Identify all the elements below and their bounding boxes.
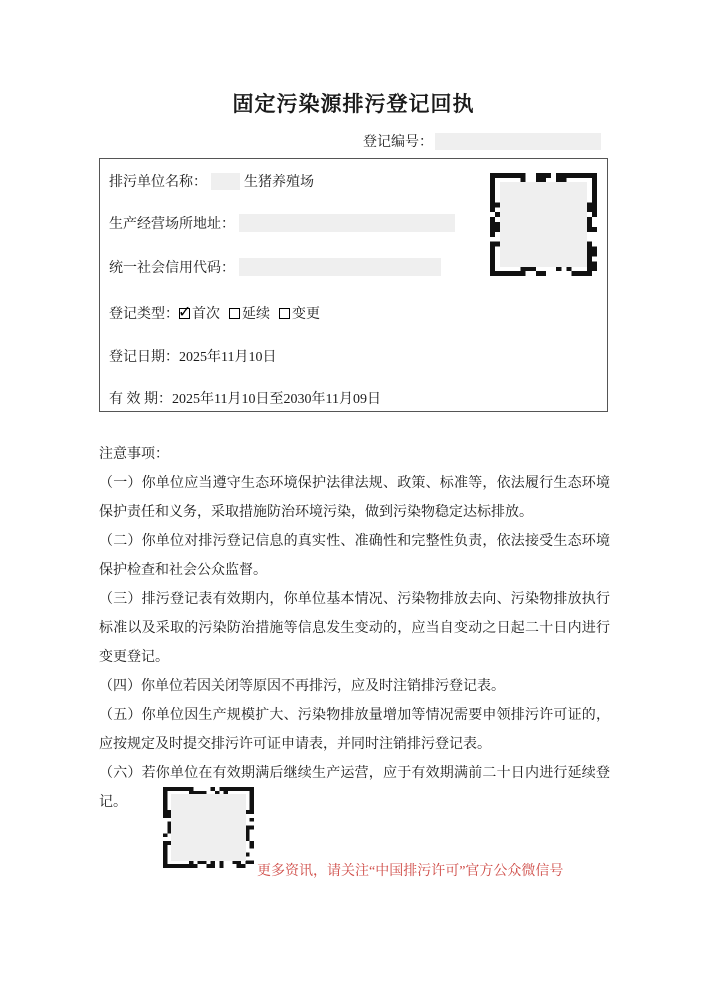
address-label: 生产经营场所地址：	[109, 217, 235, 232]
note-item-4: （四）你单位若因关闭等原因不再排污，应及时注销排污登记表。	[99, 679, 505, 694]
credit-code-label: 统一社会信用代码：	[109, 261, 235, 276]
note-item-6: （六）若你单位在有效期满后继续生产运营，应于有效期满前二十日内进行延续登记。	[99, 766, 610, 810]
qr-code-top-redaction	[500, 182, 588, 266]
field-unit-name	[109, 172, 314, 190]
page-title: 固定污染源排污登记回执	[232, 93, 475, 116]
registration-date-label: 登记日期：	[109, 350, 179, 365]
registration-type-option-change-label: 变更	[292, 307, 320, 322]
note-item-2: （二）你单位对排污登记信息的真实性、准确性和完整性负责，依法接受生态环境保护检查和社会公众监督。	[99, 534, 610, 578]
unit-name-redacted	[211, 173, 240, 190]
field-registration-date	[109, 347, 276, 365]
notes-section	[99, 440, 610, 817]
registration-type-label: 登记类型：	[109, 307, 179, 322]
checkbox-first-icon[interactable]	[179, 308, 190, 319]
notes-heading: 注意事项：	[99, 447, 169, 462]
qr-code-icon	[490, 173, 597, 276]
qr-code-bottom-redaction	[171, 794, 246, 860]
note-item-5: （五）你单位因生产规模扩大、污染物排放量增加等情况需要申领排污许可证的，应按规定及时提交排污许可证申请表，并同时注销排污登记表。	[99, 708, 610, 752]
registration-number-label: 登记编号：	[363, 135, 433, 150]
registration-type-option-first-label: 首次	[192, 307, 220, 322]
registration-number-line	[363, 131, 601, 151]
field-registration-type	[109, 304, 329, 322]
registration-date-value: 2025年11月10日	[179, 350, 277, 365]
checkbox-change-icon[interactable]	[279, 308, 290, 319]
qr-code-icon	[163, 787, 254, 868]
checkbox-renewal-icon[interactable]	[229, 308, 240, 319]
field-credit-code	[109, 258, 441, 276]
info-box	[99, 158, 608, 412]
field-address	[109, 214, 455, 232]
validity-value: 2025年11月10日至2030年11月09日	[172, 392, 381, 407]
unit-name-label: 排污单位名称：	[109, 175, 207, 190]
registration-type-option-renewal-label: 延续	[242, 307, 270, 322]
registration-type-option-renewal[interactable]	[229, 303, 270, 323]
note-item-1: （一）你单位应当遵守生态环境保护法律法规、政策、标准等，依法履行生态环境保护责任和义务，采取措施防治环境污染，做到污染物稳定达标排放。	[99, 476, 610, 520]
validity-label: 有 效 期：	[109, 392, 172, 407]
field-validity	[109, 389, 381, 407]
credit-code-redacted	[239, 258, 441, 276]
registration-type-option-change[interactable]	[279, 303, 320, 323]
registration-type-option-first[interactable]	[179, 303, 220, 323]
unit-name-value: 生猪养殖场	[244, 175, 314, 190]
promo-text: 更多资讯，请关注“中国排污许可”官方公众微信号	[257, 864, 564, 879]
registration-number-redacted	[435, 133, 601, 150]
note-item-3: （三）排污登记表有效期内，你单位基本情况、污染物排放去向、污染物排放执行标准以及采取的污染防治措施等信息发生变动的，应当自变动之日起二十日内进行变更登记。	[99, 592, 610, 665]
address-redacted	[239, 214, 455, 232]
